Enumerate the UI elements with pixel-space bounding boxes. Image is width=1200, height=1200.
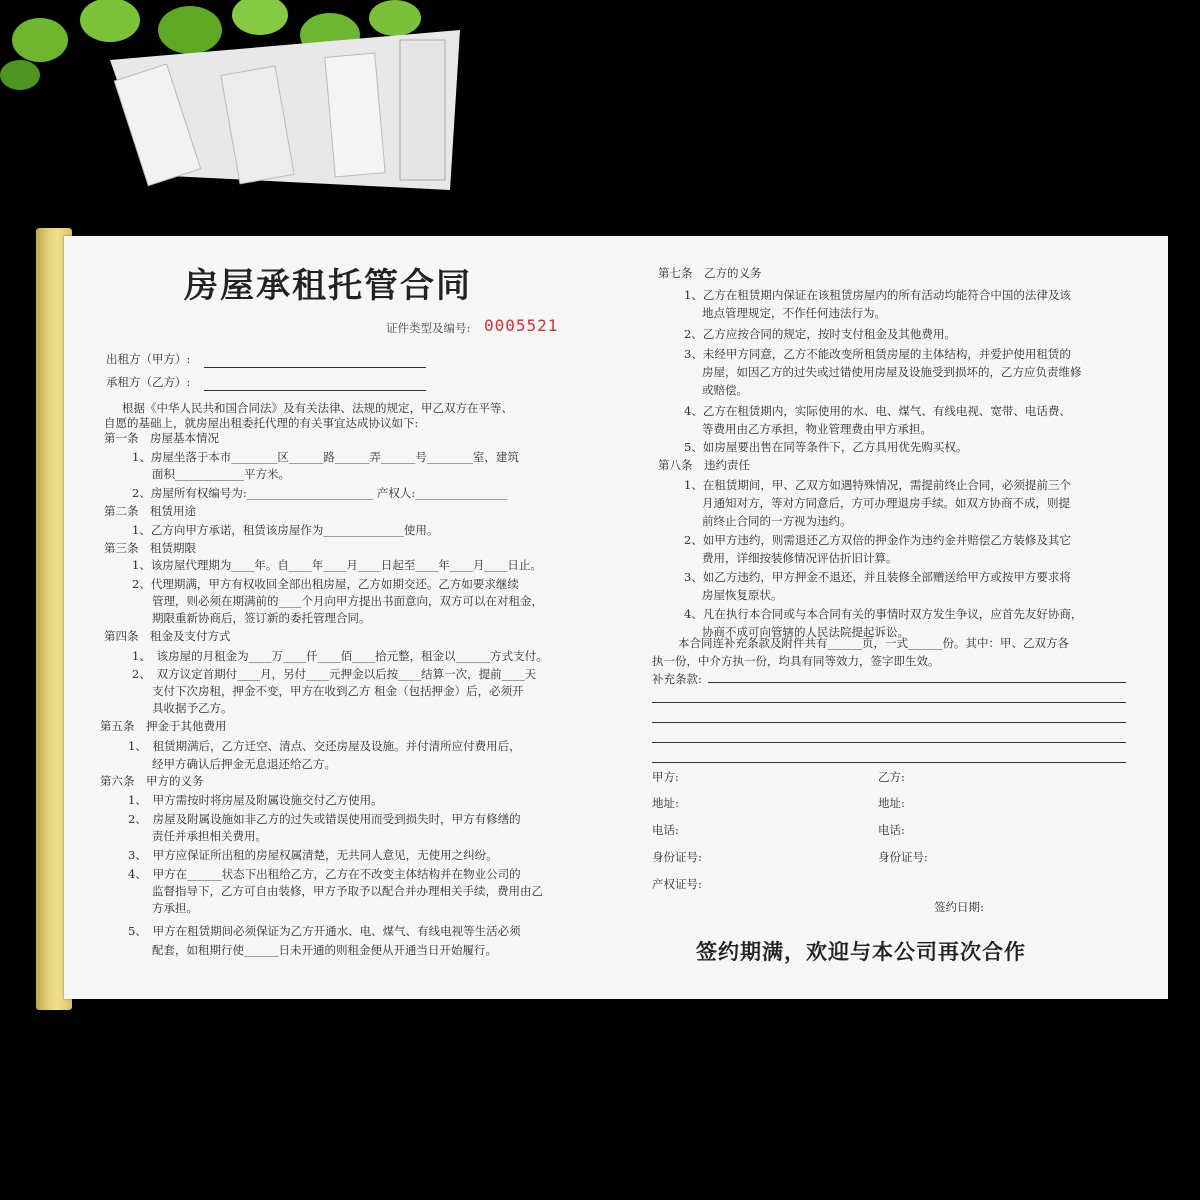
- clause-line: 2、代理期满，甲方有权收回全部出租房屋，乙方如期交还。乙方如要求继续: [132, 577, 519, 591]
- clause-line: 2、 双方议定首期付____月，另付____元押金以后按____结算一次，提前____天: [132, 667, 537, 681]
- clause-line: 月通知对方，等对方同意后，方可办理退房手续。如双方协商不成，则提: [702, 496, 1070, 510]
- party-a-label: 甲方:: [652, 770, 679, 784]
- closing-line: 本合同连补充条款及附件共有______页，一式______份。其中：甲、乙双方各: [678, 636, 1069, 650]
- article-heading: 第五条 押金于其他费用: [100, 719, 227, 733]
- lessor-line: [204, 367, 426, 368]
- address-b-label: 地址:: [878, 796, 905, 810]
- clause-line: 4、凡在执行本合同或与本合同有关的事情时双方发生争议，应首先友好协商，: [684, 607, 1083, 621]
- clause-line: 3、未经甲方同意，乙方不能改变所租赁房屋的主体结构，并爱护使用租赁的: [684, 347, 1071, 361]
- clause-line: 4、 甲方在______状态下出租给乙方，乙方在不改变主体结构并在物业公司的: [128, 867, 521, 881]
- clause-line: 费用，详细按装修情况评估折旧计算。: [702, 551, 898, 565]
- contract-title: 房屋承租托管合同: [184, 266, 472, 306]
- clause-line: 协商不成可向管辖的人民法院提起诉讼。: [702, 625, 909, 639]
- article-heading: 第四条 租金及支付方式: [104, 629, 231, 643]
- clause-line: 支付下次房租，押金不变，甲方在收到乙方 租金（包括押金）后，必须开: [152, 684, 524, 698]
- clause-line: 4、乙方在租赁期内，实际使用的水、电、煤气、有线电视、宽带、电话费、: [684, 404, 1071, 418]
- supplement-label: 补充条款:: [652, 672, 702, 686]
- article-heading: 第七条 乙方的义务: [658, 266, 762, 280]
- clause-line: 前终止合同的一方视为违约。: [702, 514, 852, 528]
- clause-line: 2、房屋所有权编号为:______________________ 产权人:________________: [132, 486, 508, 500]
- clause-line: 房屋，如因乙方的过失或过错使用房屋及设施受到损坏的，乙方应负责维修: [702, 365, 1082, 379]
- preamble-line: 自愿的基础上，就房屋出租委托代理的有关事宜达成协议如下:: [104, 416, 419, 430]
- article-heading: 第二条 租赁用途: [104, 504, 196, 518]
- clause-line: 1、在租赁期间，甲、乙双方如遇特殊情况，需提前终止合同，必须提前三个: [684, 478, 1071, 492]
- serial-number: 0005521: [484, 316, 559, 335]
- phone-a-label: 电话:: [652, 823, 679, 837]
- clause-line: 具收据予乙方。: [152, 701, 233, 715]
- contract-paper: [64, 236, 1168, 999]
- supplement-line: [708, 682, 1126, 683]
- id-b-label: 身份证号:: [878, 850, 928, 864]
- property-cert-label: 产权证号:: [652, 877, 702, 891]
- clause-line: 1、该房屋代理期为____年。自____年____月____日起至____年____月____日止。: [132, 558, 542, 572]
- party-b-label: 乙方:: [878, 770, 905, 784]
- clause-line: 经甲方确认后押金无息退还给乙方。: [152, 757, 336, 771]
- article-heading: 第三条 租赁期限: [104, 541, 196, 555]
- clause-line: 等费用由乙方承担，物业管理费由甲方承担。: [702, 422, 932, 436]
- supplement-line: [652, 762, 1126, 763]
- clause-line: 1、乙方向甲方承诺，租赁该房屋作为______________使用。: [132, 523, 439, 537]
- clause-line: 2、如甲方违约，则需退还乙方双倍的押金作为违约金并赔偿乙方装修及其它: [684, 533, 1071, 547]
- closing-line: 执一份，中介方执一份，均具有同等效力，签字即生效。: [652, 654, 940, 668]
- clause-line: 2、乙方应按合同的规定，按时支付租金及其他费用。: [684, 327, 956, 341]
- preamble-line: 根据《中华人民共和国合同法》及有关法律、法规的规定，甲乙双方在平等、: [122, 401, 513, 415]
- supplement-line: [652, 742, 1126, 743]
- clause-line: 地点管理规定，不作任何违法行为。: [702, 306, 886, 320]
- article-heading: 第八条 违约责任: [658, 458, 750, 472]
- clause-line: 期限重新协商后，签订新的委托管理合同。: [152, 611, 371, 625]
- clause-line: 管理，则必须在期满前的____个月向甲方提出书面意向，双方可以在对租金，: [152, 594, 543, 608]
- sign-date-label: 签约日期:: [934, 900, 984, 914]
- article-heading: 第一条 房屋基本情况: [104, 431, 219, 445]
- lessor-label: 出租方（甲方）:: [106, 352, 191, 366]
- article-heading: 第六条 甲方的义务: [100, 774, 204, 788]
- closing-slogan: 签约期满，欢迎与本公司再次合作: [696, 939, 1026, 964]
- potted-plant-image: [0, 0, 470, 200]
- phone-b-label: 电话:: [878, 823, 905, 837]
- clause-line: 责任并承担相关费用。: [152, 829, 267, 843]
- clause-line: 或赔偿。: [702, 383, 748, 397]
- clause-line: 面积____________平方米。: [152, 467, 290, 481]
- clause-line: 1、 租赁期满后，乙方迁空、清点、交还房屋及设施。并付清所应付费用后，: [128, 739, 521, 753]
- clause-line: 1、房屋坐落于本市________区______路______弄______号________室，建筑: [132, 450, 519, 464]
- clause-line: 1、 该房屋的月租金为____万____仟____佰____拾元整，租金以______方式支付。: [132, 649, 548, 663]
- supplement-line: [652, 702, 1126, 703]
- supplement-line: [652, 722, 1126, 723]
- clause-line: 1、乙方在租赁期内保证在该租赁房屋内的所有活动均能符合中国的法律及该: [684, 288, 1071, 302]
- clause-line: 2、 房屋及附属设施如非乙方的过失或错误使用而受到损失时，甲方有修缮的: [128, 812, 521, 826]
- clause-line: 3、如乙方违约，甲方押金不退还，并且装修全部赠送给甲方或按甲方要求将: [684, 570, 1071, 584]
- clause-line: 房屋恢复原状。: [702, 588, 783, 602]
- lessee-label: 承租方（乙方）:: [106, 375, 191, 389]
- serial-label: 证件类型及编号:: [386, 321, 471, 335]
- lessee-line: [204, 390, 426, 391]
- clause-line: 5、如房屋要出售在同等条件下，乙方具用优先购买权。: [684, 440, 968, 454]
- address-a-label: 地址:: [652, 796, 679, 810]
- clause-line: 方承担。: [152, 901, 198, 915]
- id-a-label: 身份证号:: [652, 850, 702, 864]
- clause-line: 3、 甲方应保证所出租的房屋权属清楚，无共同人意见，无使用之纠纷。: [128, 848, 498, 862]
- clause-line: 配套，如租期行使______日未开通的则租金便从开通当日开始履行。: [152, 943, 497, 957]
- clause-line: 1、 甲方需按时将房屋及附属设施交付乙方使用。: [128, 793, 383, 807]
- clause-line: 监督指导下，乙方可自由装修，甲方予取予以配合并办理相关手续，费用由乙: [152, 884, 543, 898]
- clause-line: 5、 甲方在租赁期间必须保证为乙方开通水、电、煤气、有线电视等生活必须: [128, 924, 521, 938]
